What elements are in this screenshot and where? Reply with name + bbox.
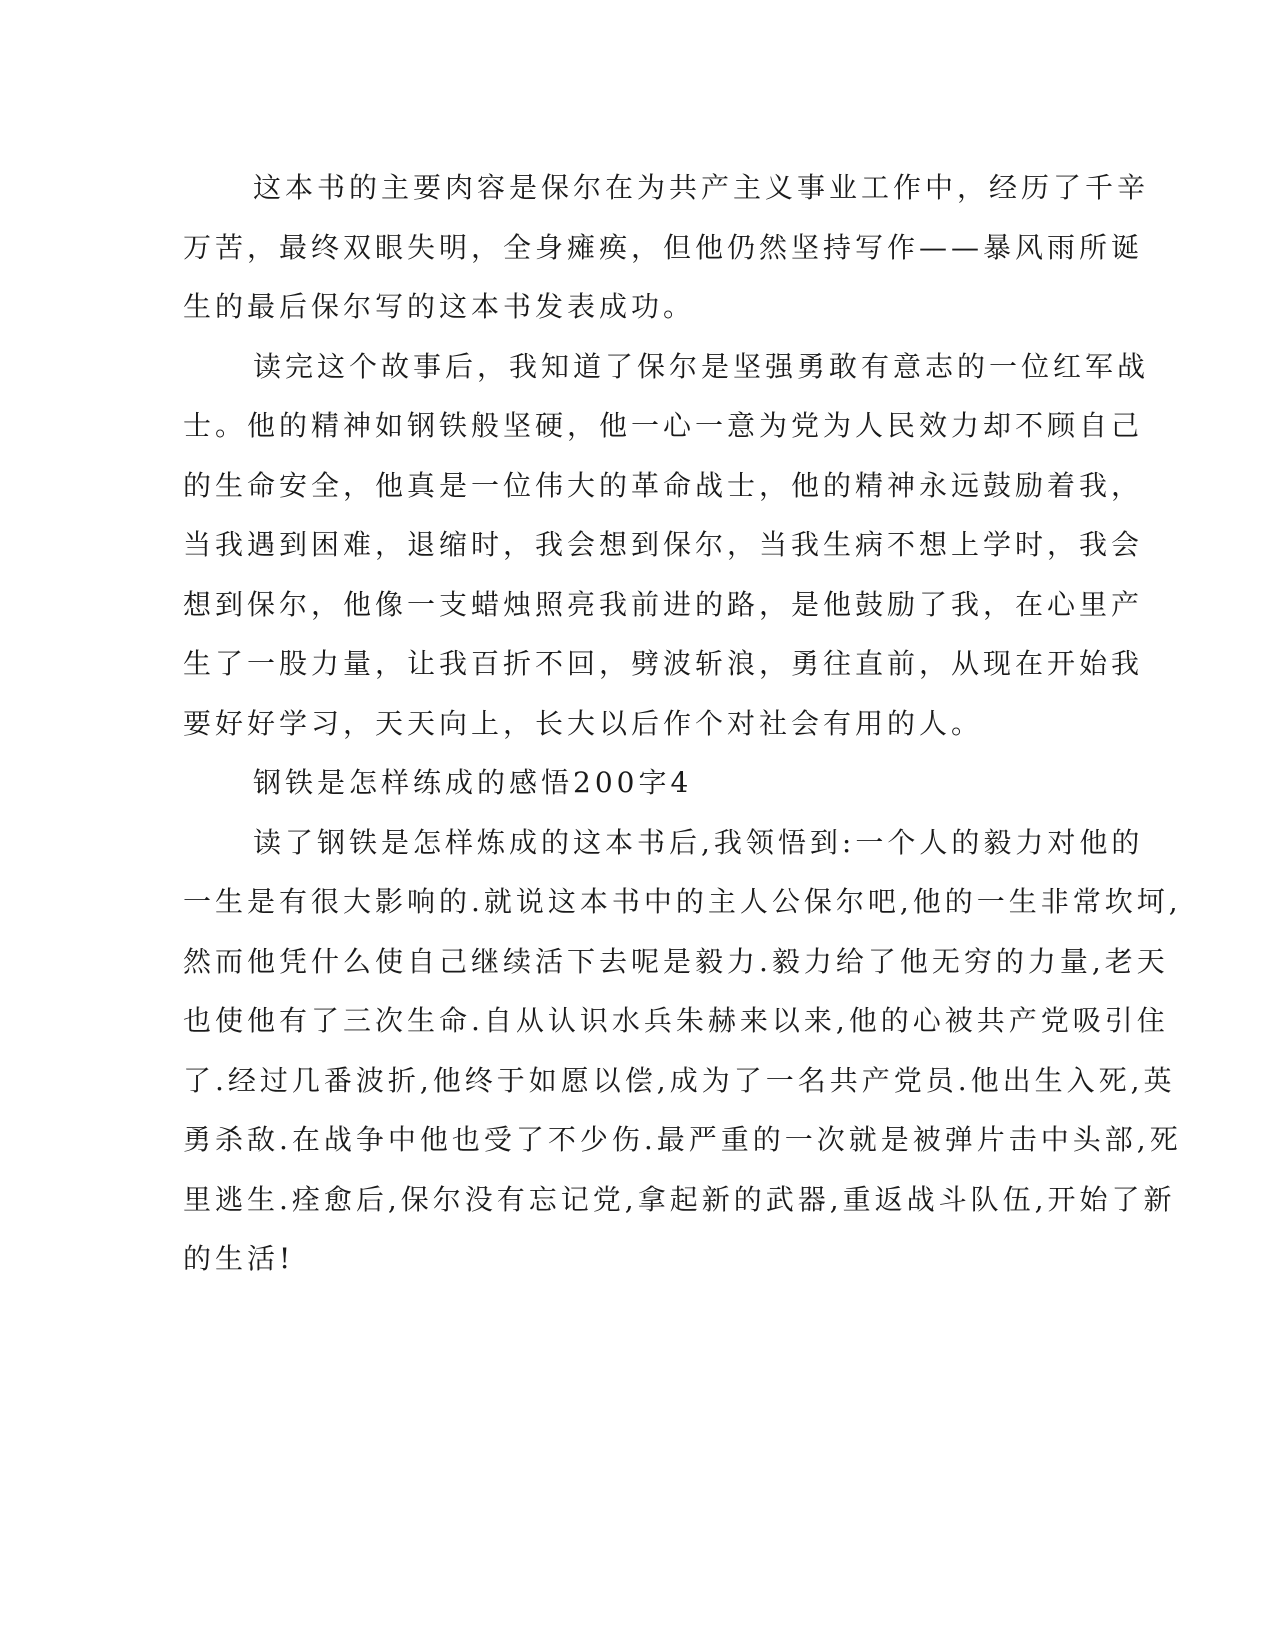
text-line: 士。他的精神如钢铁般坚硬，他一心一意为党为人民效力却不顾自己 <box>183 409 1144 442</box>
text-line: 想到保尔，他像一支蜡烛照亮我前进的路，是他鼓励了我，在心里产 <box>183 587 1144 621</box>
paragraph-1 <box>183 158 1150 337</box>
section-heading <box>183 753 1043 813</box>
text-line: 也使他有了三次生命.自从认识水兵朱赫来以来,他的心被共产党吸引住 <box>183 1004 1169 1037</box>
paragraph-2 <box>183 337 1150 754</box>
text-line: 生的最后保尔写的这本书发表成功。 <box>183 290 696 323</box>
text-line: 勇杀敌.在战争中他也受了不少伤.最严重的一次就是被弹片击中头部,死 <box>183 1123 1182 1156</box>
text-line: 了.经过几番波折,他终于如愿以偿,成为了一名共产党员.他出生入死,英 <box>183 1063 1176 1097</box>
paragraph-3 <box>183 813 1182 1289</box>
document-body <box>183 158 1182 1289</box>
text-line: 的生活! <box>183 1242 295 1275</box>
text-line: 一生是有很大影响的.就说这本书中的主人公保尔吧,他的一生非常坎坷, <box>183 885 1182 918</box>
text-line: 这本书的主要肉容是保尔在为共产主义事业工作中，经历了千辛 <box>253 171 1150 204</box>
text-line: 要好好学习，天天向上，长大以后作个对社会有用的人。 <box>183 706 984 740</box>
text-line: 的生命安全，他真是一位伟大的革命战士，他的精神永远鼓励着我， <box>183 468 1144 502</box>
heading-line: 钢铁是怎样练成的感悟200字4 <box>253 766 693 799</box>
text-line: 里逃生.痊愈后,保尔没有忘记党,拿起新的武器,重返战斗队伍,开始了新 <box>183 1182 1176 1216</box>
text-line: 读完这个故事后，我知道了保尔是坚强勇敢有意志的一位红军战 <box>253 349 1150 383</box>
text-line: 万苦，最终双眼失明，全身瘫痪，但他仍然坚持写作——暴风雨所诞 <box>183 230 1144 264</box>
text-line: 然而他凭什么使自己继续活下去呢是毅力.毅力给了他无穷的力量,老天 <box>183 944 1169 978</box>
text-line: 读了钢铁是怎样炼成的这本书后,我领悟到:一个人的毅力对他的 <box>253 825 1144 859</box>
text-line: 当我遇到困难，退缩时，我会想到保尔，当我生病不想上学时，我会 <box>183 528 1144 561</box>
text-line: 生了一股力量，让我百折不回，劈波斩浪，勇往直前，从现在开始我 <box>183 647 1144 680</box>
